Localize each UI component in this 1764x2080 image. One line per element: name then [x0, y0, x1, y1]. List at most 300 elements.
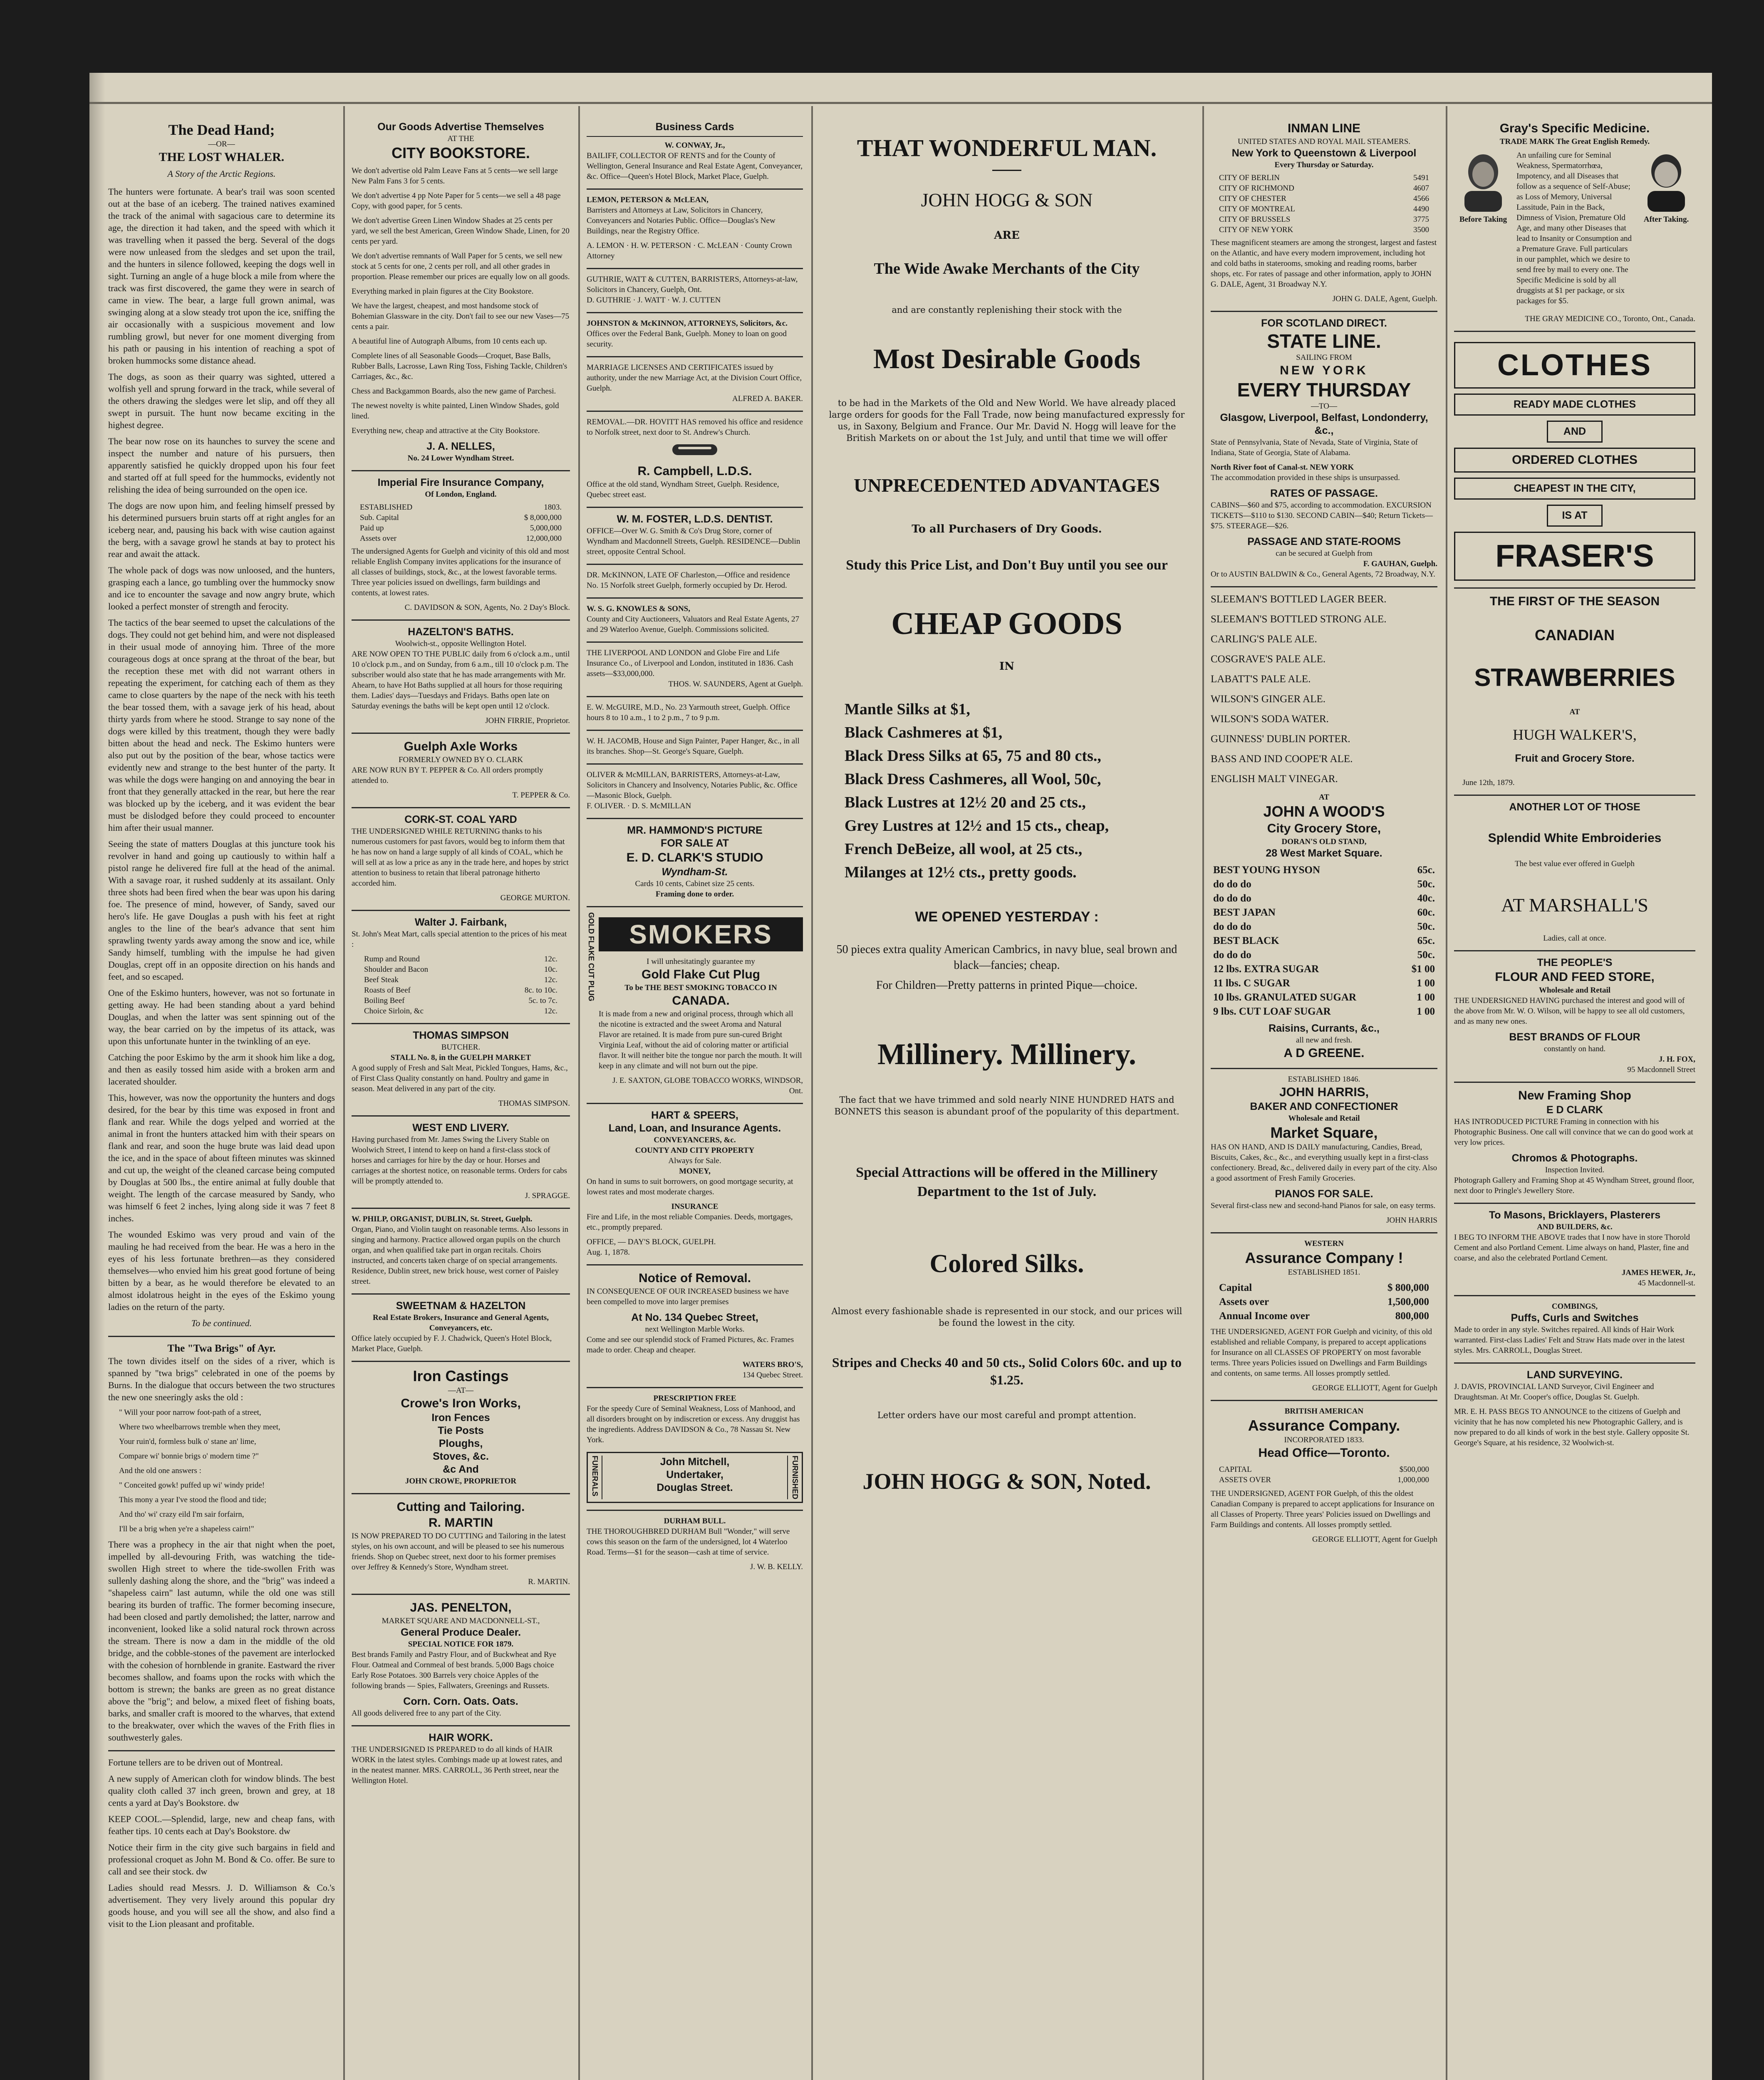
lemon-names: A. LEMON · H. W. PETERSON · C. McLEAN · County Crown Attorney — [587, 241, 792, 260]
hewer-name: JAMES HEWER, Jr., — [1621, 1268, 1695, 1277]
smokers-sub: I will unhesitatingly guarantee my — [647, 957, 755, 966]
ale-item: SLEEMAN'S BOTTLED LAGER BEER. — [1211, 594, 1387, 605]
ship-row-cell: 3500 — [1413, 225, 1429, 234]
state-sailing: SAILING FROM — [1296, 353, 1352, 362]
capital-row — [1219, 1295, 1429, 1309]
crowe-title: Crowe's Iron Works, — [401, 1397, 521, 1410]
inman-title: INMAN LINE — [1288, 121, 1360, 135]
flour-store-title: FLOUR AND FEED STORE, — [1495, 970, 1655, 984]
harris-trade: BAKER AND CONFECTIONER — [1250, 1101, 1398, 1112]
meat-row-cell: Rump and Round — [364, 955, 420, 963]
imperial-row-cell: 5,000,000 — [530, 524, 562, 532]
verse-line: " Will your poor narrow foot-path of a street, — [119, 1408, 261, 1417]
campbell-name: R. Campbell, L.D.S. — [637, 464, 752, 478]
imperial-row — [360, 513, 562, 523]
inman-days: Every Thursday or Saturday. — [1274, 161, 1374, 169]
hogg-colored: Colored Silks. — [929, 1250, 1084, 1278]
tea-row-cell: 1 00 — [1417, 992, 1435, 1003]
tea-row-cell: $1 00 — [1411, 963, 1435, 975]
ship-row-cell: 3775 — [1413, 215, 1429, 224]
wood-name: JOHN A WOOD'S — [1263, 803, 1385, 820]
harris-wholesale: Wholesale and Retail — [1288, 1114, 1360, 1123]
western-label: WESTERN — [1304, 1239, 1344, 1248]
verse-line: Your ruin'd, formless bulk o' stane an' lime, — [119, 1437, 256, 1446]
johnston-text: Offices over the Federal Bank, Guelph. Money to loan on good security. — [587, 329, 787, 349]
capital-row-cell: 800,000 — [1395, 1310, 1429, 1322]
story-paragraph: Catching the poor Eskimo by the arm it shook him like a dog, and then as easily tossed him aside with a broken arm and lacerated shoulder. — [108, 1052, 335, 1087]
mitchell-name: John Mitchell, — [660, 1456, 730, 1468]
imperial-text: The undersigned Agents for Guelph and vicinity of this old and most reliable English Company invites applications for the insurance of all classes of buildings, stock, &c., at the lowest favorable terms. Three year policies issued on dwellings, farm buildings and contents, at lowest rates. — [352, 547, 569, 597]
western-title: Assurance Company ! — [1245, 1249, 1403, 1266]
flour-wholesale: Wholesale and Retail — [1539, 986, 1611, 995]
ba-row — [1219, 1464, 1429, 1475]
verse-line: This mony a year I've stood the flood and tide; — [119, 1496, 267, 1504]
hammond-street: Wyndham-St. — [662, 866, 728, 878]
meat-row-cell: 8c. to 10c. — [524, 986, 557, 995]
tea-row — [1213, 863, 1435, 877]
cheapest-in-city: CHEAPEST IN THE CITY, — [1454, 478, 1695, 500]
hewer-text: I BEG TO INFORM THE ABOVE trades that I now have in store Thorold Cement and also Portland Cement. Lime always on hand, Plaster, fine and coarse, and also the celebrated Portland Cement. — [1454, 1233, 1690, 1263]
bookstore-paragraph: We have the largest, cheapest, and most handsome stock of Bohemian Glassware in the city. Don't fail to see our new Vases—75 cents a pair. — [352, 302, 570, 331]
hogg-are: ARE — [994, 229, 1020, 242]
rates-text: CABINS—$60 and $75, according to accommodation. EXCURSION TICKETS—$110 to $130. SECOND CABIN—$40; Return Tickets—$75. STEERAGE—$26. — [1211, 501, 1433, 530]
fox-address: 95 Macdonnell Street — [1627, 1065, 1695, 1074]
tea-row-cell: 9 lbs. CUT LOAF SUGAR — [1213, 1006, 1331, 1017]
bookstore-paragraph: We don't advertise Green Linen Window Shades at 25 cents per yard, we sell the best American, Green Window Shade, Linen, for 20 cents per yard. — [352, 216, 570, 246]
hogg-desirable: Most Desirable Goods — [873, 343, 1141, 374]
after-taking-portrait-icon — [1637, 150, 1695, 214]
tea-row — [1213, 891, 1435, 906]
ale-item: COSGRAVE'S PALE ALE. — [1211, 654, 1326, 665]
guthrie-card: GUTHRIE, WATT & CUTTEN, BARRISTERS, Attorneys-at-law, Solicitors in Chancery, Guelph, Ont. — [587, 268, 803, 295]
grays-trademark: TRADE MARK The Great English Remedy. — [1499, 137, 1650, 146]
axle-sign: T. PEPPER & Co. — [512, 791, 570, 800]
axle-subtitle: FORMERLY OWNED BY O. CLARK — [398, 755, 523, 764]
bookstore-title: CITY BOOKSTORE. — [391, 144, 530, 161]
british-text: THE UNDERSIGNED, AGENT FOR Guelph, of this the oldest Canadian Company is prepared to accept applications for Insurance on all Classes of Property. Three years' Policies issued on Dwellings and Farm Buildings and contents. All losses promptly settled. — [1211, 1489, 1434, 1529]
imperial-title: Imperial Fire Insurance Company, — [377, 477, 544, 488]
puffs-title: Puffs, Curls and Switches — [1511, 1312, 1639, 1324]
hogg-letter: Letter orders have our most careful and prompt attention. — [877, 1410, 1137, 1420]
martin-text: IS NOW PREPARED TO DO CUTTING and Tailoring in the latest styles, on his own account, and will be pleased to see his numerous friends. Shop on Quebec street, next door to his former premises over Jeffrey & Kennedy's Store, Wyndham street. — [352, 1532, 566, 1572]
hart-office: OFFICE, — DAY'S BLOCK, GUELPH. — [587, 1238, 716, 1246]
livery-title: WEST END LIVERY. — [412, 1122, 509, 1134]
local-notice: A new supply of American cloth for window blinds. The best quality cloth called 37 inch green, brown and grey, at 18 cents a yard at Day's Bookstore. dw — [108, 1773, 335, 1808]
imperial-row-cell: 1803. — [544, 503, 562, 512]
tea-row-cell: 50c. — [1417, 921, 1435, 932]
capital-row-cell: Assets over — [1219, 1296, 1269, 1307]
penelton-text: Best brands Family and Pastry Flour, and of Buckwheat and Rye Flour. Oatmeal and Cornmeal of best brands. 5,000 Bags choice Early Rose Potatoes. 300 Barrels very choice Apples of the following brands — Spies, Fallwaters, Greenings and Russets. — [352, 1650, 556, 1690]
hart-insurance: INSURANCE — [671, 1202, 718, 1211]
meat-row-cell: Roasts of Beef — [364, 986, 411, 995]
foster-name: W. M. FOSTER, L.D.S. DENTIST. — [587, 507, 803, 526]
removal-title: Notice of Removal. — [638, 1271, 751, 1285]
top-border-rule — [89, 102, 1712, 104]
hammond-title: MR. HAMMOND'S PICTURE — [627, 825, 763, 836]
clothes-is-at: IS AT — [1547, 505, 1603, 527]
hogg-merchants: The Wide Awake Merchants of the City — [874, 260, 1140, 277]
grays-text: An unfailing cure for Seminal Weakness, Spermatorrhœa, Impotency, and all Diseases that follow as a sequence of Self-Abuse; as Loss of Memory, Universal Lassitude, Pain in the Back, Dimness of Vision, Premature Old Age, and many other Diseases that lead to Insanity or Consumption and a Premature Grave. Full particulars in our pamphlet, which we desire to send free by mail to every one. The Specific Medicine is sold by all druggists at $1 per package, or six packages for $5. — [1516, 151, 1632, 305]
edclark-name: E D CLARK — [1546, 1104, 1603, 1116]
imperial-subtitle: Of London, England. — [425, 490, 497, 499]
fairbank-title: Walter J. Fairbank, — [414, 916, 507, 928]
corn-oats: Corn. Corn. Oats. Oats. — [403, 1696, 518, 1707]
meat-row-cell: 5c. to 7c. — [528, 996, 557, 1005]
hogg-markets: to be had in the Markets of the Old and New World. We have already placed large orders for goods for the Fall Trade, now being manufactured expressly for us, in Saxony, Belgium and France. Our Mr. David N. Hogg will leave for the British Markets on or about the 1st July, and until that time we will offer — [829, 398, 1185, 443]
hogg-children: For Children—Pretty patterns in printed Pique—choice. — [876, 979, 1138, 992]
tea-row-cell: 60c. — [1417, 907, 1435, 918]
smokers-sign: J. E. SAXTON, GLOBE TOBACCO WORKS, WINDSOR, Ont. — [612, 1076, 803, 1095]
capital-row-cell: $ 800,000 — [1387, 1282, 1429, 1293]
capital-row — [1219, 1281, 1429, 1295]
passage-text: can be secured at Guelph from — [1276, 549, 1373, 558]
ale-item: WILSON'S SODA WATER. — [1211, 713, 1329, 725]
hammond-for-sale: FOR SALE AT — [661, 837, 729, 849]
story-paragraph: The wounded Eskimo was very proud and vain of the mauling he had received from the bear. He was a hero in the eyes of his less fortunate brethren—as they considered themselves—who envied him his great good fortune of being bitten by a bear, as he would therefore be elevated to an almost idolatrous height in the eyes of the Eskimo young ladies on the return of the party. — [108, 1229, 335, 1312]
simpson-text: A good supply of Fresh and Salt Meat, Pickled Tongues, Hams, &c., of First Class Quality constantly on hand. Poultry and game in season. Meat delivered in any part of the city. — [352, 1064, 568, 1093]
ale-item: LABATT'S PALE ALE. — [1211, 674, 1311, 685]
hovitt-removal: REMOVAL.—DR. HOVITT HAS removed his office and residence to Norfolk street, next door to St. Andrew's Church. — [587, 411, 803, 438]
hogg-noted: JOHN HOGG & SON, Noted. — [862, 1469, 1151, 1494]
tea-row-cell: do do do — [1213, 921, 1251, 932]
hart-money-text: On hand in sums to suit borrowers, on good mortgage security, at lowest rates and most moderate charges. — [587, 1177, 793, 1196]
combings-title: COMBINGS, — [1551, 1302, 1598, 1311]
liverpool-sign: THOS. W. SAUNDERS, Agent at Guelph. — [668, 680, 803, 688]
axle-title: Guelph Axle Works — [404, 740, 518, 753]
left-page-shadow — [89, 73, 105, 2080]
ale-item: GUINNESS' DUBLIN PORTER. — [1211, 733, 1350, 745]
tea-row — [1213, 1005, 1435, 1019]
durham-title: DURHAM BULL. — [664, 1517, 726, 1526]
hogg-cambrics: 50 pieces extra quality American Cambrics, in navy blue, seal brown and black—fancies; cheap. — [836, 943, 1177, 972]
flour-brands-sub: constantly on hand. — [1544, 1045, 1606, 1053]
state-thursday: EVERY THURSDAY — [1237, 379, 1411, 401]
waters-address: 134 Quebec Street. — [742, 1371, 803, 1379]
brigs-title: The "Twa Brigs" of Ayr. — [167, 1343, 276, 1354]
knowles-text: County and City Auctioneers, Valuators and Real Estate Agents, 27 and 29 Waterloo Avenue, Guelph. Commissions solicited. — [587, 615, 799, 634]
masons-title: To Masons, Bricklayers, Plasterers — [1489, 1209, 1661, 1221]
hogg-millinery: Millinery. Millinery. — [877, 1038, 1136, 1071]
meat-row — [364, 995, 557, 1006]
hogg-price-item: Black Lustres at 12½ 20 and 25 cts., — [845, 794, 1086, 811]
capital-row — [1219, 1309, 1429, 1323]
ready-made-clothes: READY MADE CLOTHES — [1454, 394, 1695, 416]
hogg-purchasers: To all Purchasers of Dry Goods. — [912, 523, 1102, 535]
livery-sign: J. SPRAGGE. — [525, 1191, 570, 1200]
inman-ship-list — [1219, 173, 1429, 235]
story-title: The Dead Hand; — [168, 121, 275, 138]
tea-row-cell: 10 lbs. GRANULATED SUGAR — [1213, 992, 1357, 1003]
canadian-title: CANADIAN — [1535, 626, 1615, 644]
ship-row-cell: CITY OF MONTREAL — [1219, 205, 1295, 213]
martin-sign: R. MARTIN. — [528, 1577, 570, 1586]
hart-property: COUNTY AND CITY PROPERTY — [635, 1146, 755, 1155]
column-rule-1 — [343, 106, 345, 2080]
tea-row-cell: 40c. — [1417, 893, 1435, 904]
framing-shop-title: New Framing Shop — [1518, 1089, 1631, 1102]
marshalls-name: AT MARSHALL'S — [1501, 894, 1648, 916]
hogg-cheap: CHEAP GOODS — [891, 606, 1122, 641]
tea-row-cell: do do do — [1213, 879, 1251, 890]
imperial-figures — [360, 502, 562, 544]
ship-row-cell: CITY OF RICHMOND — [1219, 184, 1294, 193]
inman-subtitle: UNITED STATES AND ROYAL MAIL STEAMERS. — [1237, 137, 1411, 146]
imperial-row-cell: 12,000,000 — [526, 534, 562, 543]
story-paragraph: The bear now rose on its haunches to survey the scene and inspect the number and nature of his pursuers, then apparently satisfied he quickly dropped upon his four feet and started off at full speed for the hummocks, evidently not relishing the idea of being surrounded on the open ice. — [108, 436, 335, 495]
knowles-name: W. S. G. KNOWLES & SONS, — [587, 597, 803, 614]
wood-at: AT — [1319, 793, 1329, 802]
prescription-text: For the speedy Cure of Seminal Weakness, Loss of Manhood, and all disorders brought on by indiscretion or excess. Any druggist has the ingredients. Address DAVIDSON & Co., 78 Nassau St. New York. — [587, 1404, 800, 1444]
axle-text: ARE NOW RUN BY T. PEPPER & Co. All orders promptly attended to. — [352, 766, 543, 785]
bookstore-at: AT THE — [447, 134, 474, 143]
hogg-opened: WE OPENED YESTERDAY : — [915, 909, 1099, 925]
story-title-main: THE LOST WHALER. — [159, 150, 285, 164]
tea-row-cell: 12 lbs. EXTRA SUGAR — [1213, 963, 1319, 975]
hogg-price-list — [820, 698, 1194, 884]
capital-row-cell: Annual Income over — [1219, 1310, 1310, 1322]
pianos-text: Several first-class new and second-hand Pianos for sale, on easy terms. — [1211, 1201, 1436, 1210]
ordered-clothes: ORDERED CLOTHES — [1454, 448, 1695, 473]
hogg-study: Study this Price List, and Don't Buy until you see our — [846, 557, 1168, 573]
tea-row-cell: do do do — [1213, 893, 1251, 904]
tea-row — [1213, 962, 1435, 976]
ship-row-cell: 4607 — [1413, 184, 1429, 193]
meat-row-cell: Boiling Beef — [364, 996, 405, 1005]
british-title: Assurance Company. — [1248, 1417, 1400, 1434]
column-ads-left — [352, 121, 570, 2080]
ship-row-cell: CITY OF BERLIN — [1219, 173, 1280, 182]
baths-proprietor: JOHN FIRRIE, Proprietor. — [485, 716, 570, 725]
clothes-and: AND — [1547, 421, 1603, 443]
baths-subtitle: Woolwich-st., opposite Wellington Hotel. — [395, 639, 527, 648]
west-market: 28 West Market Square. — [1266, 847, 1382, 859]
meat-row-cell: Choice Sirloin, &c — [364, 1007, 424, 1015]
imperial-row — [360, 533, 562, 544]
mcguire-card: E. W. McGUIRE, M.D., No. 23 Yarmouth street, Guelph. Office hours 8 to 10 a.m., 1 to 2 p.m., 7 to 9 p.m. — [587, 696, 803, 723]
gold-flake-title: Gold Flake Cut Plug — [641, 968, 760, 981]
martin-name: R. MARTIN — [429, 1516, 493, 1530]
dental-icon — [587, 441, 803, 460]
framing-text: HAS INTRODUCED PICTURE Framing in connection with his Photographic Business. One call will convince that we can do good work at very low prices. — [1454, 1117, 1693, 1147]
story-paragraph: One of the Eskimo hunters, however, was not so fortunate in getting away. He had been standing about a yard behind Douglas, and when the latter was sent spinning out of the way, the bear carried on by the impetus of its attack, was upon this unfortunate hunter in the twinkling of an eye. — [108, 988, 335, 1046]
imperial-row — [360, 523, 562, 533]
sweetnam-subtitle: Real Estate Brokers, Insurance and General Agents, Conveyancers, etc. — [373, 1313, 549, 1332]
hart-date: Aug. 1, 1878. — [587, 1248, 630, 1257]
hogg-colored-text: Almost every fashionable shade is represented in our stock, and our prices will be found the lowest in the city. — [831, 1306, 1182, 1328]
flour-brands: BEST BRANDS OF FLOUR — [1509, 1031, 1640, 1043]
hogg-and-are: and are constantly replenishing their stock with the — [892, 305, 1122, 315]
story-paragraph: Seeing the state of matters Douglas at this juncture took his revolver in hand and going up cautiously to within half a pistol range he delivered fire full at the head of the animal. With a savage roar, it rushed suddenly at its assailant. Only three shots had been fired when the bear was upon his daring foe. The presence of mind, however, of Sandy, saved our hero's life. He gave Douglas a push with his feet at right angles to the line of the bear's advance that sent him sprawling twenty yards away among the snow and ice, while Sandy himself, tumbling with the impulse he had given Douglas, crept off in an opposite direction on his hands and feet, and so escaped. — [108, 839, 335, 982]
peoples-label: THE PEOPLE'S — [1537, 957, 1613, 968]
state-ships: State of Pennsylvania, State of Nevada, State of Virginia, State of Indiana, State of Georgia, State of Alabama. — [1211, 438, 1418, 457]
fairbank-text: St. John's Meat Mart, calls special attention to the prices of his meat : — [352, 930, 567, 949]
brigs-body: There was a prophecy in the air that night when the poet, impelled by all-devouring Frith, was watching the tide-swollen High street to where the tide-swollen Frith was sullenly dashing along the shore, and the "brig" was indeed a "shapeless cairn" last autumn, while the old one was still bearing its burden of traffic. The former becoming insecure, had been closed and partly demolished; the latter, narrow and inconvenient, looked like a solid natural rock thrown across the stream. There is now a dam in the middle of the old bridge, and the cobble-stones of the pavement are interlocked with the cohesion of hornblende in granite. Eastward the river becomes shallow, and foams upon the rocks with which the bottom is strewn; the banks are green as no great distance above the "brig"; and below, a mixed fleet of fishing boats, barks, and smaller craft is moored to the wharves, that extend to the breakwater, over which the waves of the Frith flies in southwesterly gales. — [108, 1539, 335, 1743]
livery-text: Having purchased from Mr. James Swing the Livery Stable on Woolwich Street, I intend to keep on hand a first-class stock of horses and carriages for hire by the day or hour. Horses and carriages at the shortest notice, on reasonable terms. Orders for cabs will be promptly attended to. — [352, 1135, 567, 1186]
raisins-sub: all new and fresh. — [1296, 1036, 1353, 1045]
strawberries-at: AT — [1569, 708, 1580, 716]
meat-price-list — [364, 954, 557, 1016]
ship-row — [1219, 204, 1429, 214]
gold-flake-sub: To be THE BEST SMOKING TOBACCO IN — [624, 983, 777, 992]
hammond-framing: Framing done to order. — [655, 890, 734, 899]
penelton-address: MARKET SQUARE AND MACDONNELL-ST., — [382, 1617, 540, 1625]
tea-row-cell: 50c. — [1417, 879, 1435, 890]
hair-text: THE UNDERSIGNED IS PREPARED to do all kinds of HAIR WORK in the latest styles. Combings made up at lowest rates, and in the neatest manner. MRS. CARROLL, 36 Perth street, near the Wellington Hotel. — [352, 1745, 562, 1785]
sweetnam-text: Office lately occupied by F. J. Chadwick, Queen's Hotel Block, Market Place, Guelph. — [352, 1334, 552, 1353]
tea-sugar-price-list — [1213, 863, 1435, 1019]
local-notices — [108, 1750, 335, 1930]
canada-title: CANADA. — [672, 994, 730, 1008]
ba-row — [1219, 1475, 1429, 1485]
before-taking-label: Before Taking — [1459, 215, 1507, 224]
tea-row-cell: 65c. — [1417, 864, 1435, 876]
marriage-sign: ALFRED A. BAKER. — [732, 394, 803, 403]
harris-name: JOHN HARRIS, — [1279, 1085, 1369, 1099]
verse-line: Where two wheelbarrows tremble when they meet, — [119, 1423, 280, 1431]
tea-row-cell: BEST YOUNG HYSON — [1213, 864, 1321, 876]
column-steamers-grocery — [1211, 121, 1437, 2080]
conway-name: W. CONWAY, Jr., — [664, 141, 725, 150]
ship-row — [1219, 193, 1429, 204]
hogg-special: Special Attractions will be offered in the Millinery Department to the 1st of July. — [856, 1165, 1158, 1199]
british-capital — [1219, 1464, 1429, 1485]
mitchell-trade: Undertaker, — [666, 1469, 723, 1481]
hair-title: HAIR WORK. — [429, 1732, 493, 1743]
scotland-title: FOR SCOTLAND DIRECT. — [1261, 317, 1387, 329]
column-rule-4 — [1202, 106, 1204, 2080]
meat-row — [364, 964, 557, 975]
clothes-title: CLOTHES — [1454, 342, 1695, 389]
meat-row-cell: Shoulder and Bacon — [364, 965, 429, 974]
tea-row — [1213, 948, 1435, 962]
mckinnon-card: DR. McKINNON, LATE OF Charleston,—Office and residence No. 15 Norfolk street Guelph, formerly occupied by Dr. Herod. — [587, 564, 803, 591]
iron-list: Iron Fences Tie Posts Ploughs, Stoves, &c. &c And — [431, 1412, 490, 1475]
smokers-banner: SMOKERS — [599, 917, 803, 951]
bookstore-paragraph: We don't advertise old Palm Leave Fans at 5 cents—we sell large New Palm Fans 3 for 5 cents. — [352, 166, 558, 186]
state-pier: North River foot of Canal-st. NEW YORK — [1211, 463, 1354, 472]
story-continued: To be continued. — [191, 1318, 252, 1328]
harris-established: ESTABLISHED 1846. — [1288, 1075, 1360, 1084]
story-paragraph: The whole pack of dogs was now unloosed, and the hunters, grasping each a lance, go tumbling over the hummocky snow and ice to encounter the savage and now angry brute, which looked a perfect monster of strength and ferocity. — [108, 565, 335, 612]
column-story — [108, 121, 335, 2080]
austin-text: Or to AUSTIN BALDWIN & Co., General Agents, 72 Broadway, N.Y. — [1211, 570, 1435, 579]
harris-sign: JOHN HARRIS — [1386, 1216, 1437, 1225]
ship-row — [1219, 214, 1429, 225]
guthrie-names: D. GUTHRIE · J. WATT · W. J. CUTTEN — [587, 296, 721, 305]
bookstore-body — [352, 166, 570, 436]
furnished-label: FURNISHED — [791, 1456, 799, 1500]
story-title-or: —OR— — [208, 140, 235, 149]
iron-at: —AT— — [448, 1386, 474, 1395]
imperial-agent: C. DAVIDSON & SON, Agents, No. 2 Day's Block. — [404, 603, 570, 612]
hogg-millinery-text: The fact that we have trimmed and sold nearly NINE HUNDRED HATS and BONNETS this season is abundant proof of the popularity of this department. — [834, 1095, 1179, 1117]
hogg-price-item: Black Dress Silks at 65, 75 and 80 cts., — [845, 747, 1101, 765]
hogg-stripes: Stripes and Checks 40 and 50 cts., Solid Colors 60c. and up to $1.25. — [832, 1355, 1182, 1387]
british-head-office: Head Office—Toronto. — [1258, 1446, 1390, 1460]
hewer-address: 45 Macdonnell-st. — [1638, 1279, 1695, 1288]
crowe-sign: JOHN CROWE, PROPRIETOR — [405, 1477, 517, 1486]
local-notice: Fortune tellers are to be driven out of Montreal. — [108, 1757, 283, 1768]
imperial-row-cell: Paid up — [360, 524, 384, 532]
inspection-invited: Inspection Invited. — [1545, 1166, 1605, 1174]
meat-row-cell: 10c. — [544, 965, 557, 974]
tea-row — [1213, 976, 1435, 990]
state-accommodation: The accommodation provided in these ships is unsurpassed. — [1211, 473, 1400, 482]
iron-title: Iron Castings — [413, 1367, 509, 1384]
story-body — [108, 186, 335, 1313]
simpson-title: THOMAS SIMPSON — [413, 1030, 509, 1041]
land-surveying-title: LAND SURVEYING. — [1526, 1369, 1623, 1381]
ship-row-cell: 4490 — [1413, 205, 1429, 213]
before-taking-portrait-icon — [1454, 150, 1512, 214]
ale-item: ENGLISH MALT VINEGAR. — [1211, 773, 1338, 785]
inman-sign: JOHN G. DALE, Agent, Guelph. — [1332, 295, 1437, 303]
tea-row-cell: do do do — [1213, 949, 1251, 961]
passage-title: PASSAGE AND STATE-ROOMS — [1247, 536, 1401, 547]
white-embroideries: Splendid White Embroideries — [1488, 831, 1662, 845]
tea-row — [1213, 877, 1435, 891]
oliver-card: OLIVER & McMILLAN, BARRISTERS, Attorneys-at-Law, Solicitors in Chancery and Insolvency, Notaries Public, &c. Office—Masonic Block, Guelph. — [587, 763, 803, 801]
simpson-sign: THOMAS SIMPSON. — [498, 1099, 570, 1108]
chromos-title: Chromos & Photographs. — [1511, 1152, 1638, 1164]
oliver-names: F. OLIVER. · D. S. McMILLAN — [587, 802, 691, 810]
grays-title: Gray's Specific Medicine. — [1499, 121, 1650, 135]
ba-row-cell: $500,000 — [1399, 1465, 1429, 1474]
bookstore-header: Our Goods Advertise Themselves — [377, 121, 544, 133]
tea-row-cell: 1 00 — [1417, 978, 1435, 989]
gallery-text: Photograph Gallery and Framing Shop at 45 Wyndham Street, ground floor, next door to Pringle's Jewellery Store. — [1454, 1176, 1695, 1195]
smokers-text: It is made from a new and original process, through which all the nicotine is extracted and the sweet Aroma and Natural Flavor are retained. It is made from pure sun-cured Bright Virginia Leaf, without the aid of coloring matter or artificial flavor. It will neither bite the tongue nor parch the mouth. It will keep in any climate and will not burn out the pipe. — [599, 1010, 802, 1070]
brigs-intro: The town divides itself on the sides of a river, which is spanned by "twa brigs" celebrated in one of the poems by Burns. In the dialogue that occurs between the two structures the new one sneeringly asks the old : — [108, 1356, 335, 1402]
meat-row-cell: Beef Steak — [364, 976, 399, 984]
british-label: BRITISH AMERICAN — [1284, 1407, 1364, 1416]
johnston-name: JOHNSTON & McKINNON, ATTORNEYS, Solicitors, &c. — [587, 312, 803, 329]
hammond-prices: Cards 10 cents, Cabinet size 25 cents. — [635, 879, 755, 888]
coal-sign: GEORGE MURTON. — [500, 894, 570, 902]
state-glasgow: Glasgow, Liverpool, Belfast, Londonderry, &c., — [1220, 412, 1428, 436]
western-established: ESTABLISHED 1851. — [1288, 1268, 1360, 1277]
penelton-business: General Produce Dealer. — [400, 1627, 521, 1638]
removal-text: IN CONSEQUENCE OF OUR INCREASED business we have been compelled to move into larger premises — [587, 1287, 789, 1306]
verse-line: " Conceited gowk! puffed up wi' windy pride! — [119, 1481, 265, 1490]
bookstore-paragraph: We don't advertise remnants of Wall Paper for 5 cents, we sell new stock at 5 cents for one, 2 cents per roll, and all other grades in proportion. Please remember our prices are equally low on all goods. — [352, 252, 570, 281]
penelton-notice: SPECIAL NOTICE FOR 1879. — [408, 1640, 514, 1649]
state-newyork: NEW YORK — [1280, 364, 1368, 377]
campbell-text: Office at the old stand, Wyndham Street, Guelph. Residence, Quebec street east. — [587, 480, 779, 499]
tea-row-cell: BEST JAPAN — [1213, 907, 1276, 918]
simpson-stall: STALL No. 8, in the GUELPH MARKET — [390, 1053, 531, 1062]
hart-always: Always for Sale. — [668, 1156, 721, 1165]
ship-row-cell: CITY OF NEW YORK — [1219, 225, 1293, 234]
jacomb-card: W. H. JACOMB, House and Sign Painter, Paper Hanger, &c., in all its branches. Shop—St. George's Square, Guelph. — [587, 730, 803, 757]
ship-row — [1219, 173, 1429, 183]
story-paragraph: The dogs, as soon as their quarry was sighted, uttered a wolfish yell and sprung forward in the track, while several of the others drawing the sledges were let slip, and off they all swept in pursuit. The hunt now became exciting in the highest degree. — [108, 371, 335, 430]
western-sign: GEORGE ELLIOTT, Agent for Guelph — [1312, 1384, 1437, 1392]
british-sign: GEORGE ELLIOTT, Agent for Guelph — [1312, 1535, 1437, 1544]
imperial-row-cell: $ 8,000,000 — [524, 513, 562, 522]
hart-subtitle: Land, Loan, and Insurance Agents. — [608, 1122, 781, 1134]
tea-row — [1213, 920, 1435, 934]
story-paragraph: The tactics of the bear seemed to upset the calculations of the dogs. They could not get behind him, and were not displeased in their usual mode of annoying him. Three of the more courageous dogs at once sprang at the throat of the bear, but the reception these met with did not warrant others in repeating the experiment, for catching each of them as they came to close quarters by the nape of the neck with his teeth the bear tossed them, with a savage jerk of his head, about thirty yards from where he stood. Strange to say none of the dogs were killed by this treatment, though they were badly bitten about the head and neck. The Eskimo hunters were also put out by the position of the bear, whose tactics were evidently new and strange to the best hunter of the party. It was while the dogs were hanging on and annoying the bear in front that they generally attacked in the rear, but here the rear was blocked up by the iceberg, and it was evident the bear must be dislodged before they could proceed to encounter him after their usual manner. — [108, 617, 335, 833]
state-line-title: STATE LINE. — [1267, 330, 1381, 352]
builders-title: AND BUILDERS, &c. — [1537, 1223, 1613, 1231]
tea-row-cell: 1 00 — [1417, 1006, 1435, 1017]
story-paragraph: This, however, was now the opportunity the hunters and dogs desired, for the bear by this time was exposed in front and flank and rear. While the dogs yelped and worried at the animal in front the hunters attacked him with their spears on flank and rear, and soon the huge brute was laid dead upon the ice, and in the space of about fifteen minutes was skinned and cut up, the weight of the cleaned carcase being computed by Douglas at 500 lbs., the entire animal at fully double that weight. The length of the carcase measured by Sandy, who was himself 6 feet 2 inches, lying along side it was 7 feet 8 inches. — [108, 1092, 335, 1223]
pass-text: MR. E. H. PASS BEGS TO ANNOUNCE to the citizens of Guelph and vicinity that he has now completed his new Photographic Gallery, and is now prepared to do all kinds of work in the best style. Gallery opposite St. George's Square, at his residence, 32 Woolwich-st. — [1454, 1407, 1690, 1447]
ship-row-cell: CITY OF CHESTER — [1219, 194, 1286, 203]
local-notice: KEEP COOL.—Splendid, large, new and cheap fans, with feather tips. 10 cents each at Day's Bookstore. dw — [108, 1814, 335, 1836]
hogg-price-item: French DeBeize, all wool, at 25 cts., — [845, 840, 1083, 858]
